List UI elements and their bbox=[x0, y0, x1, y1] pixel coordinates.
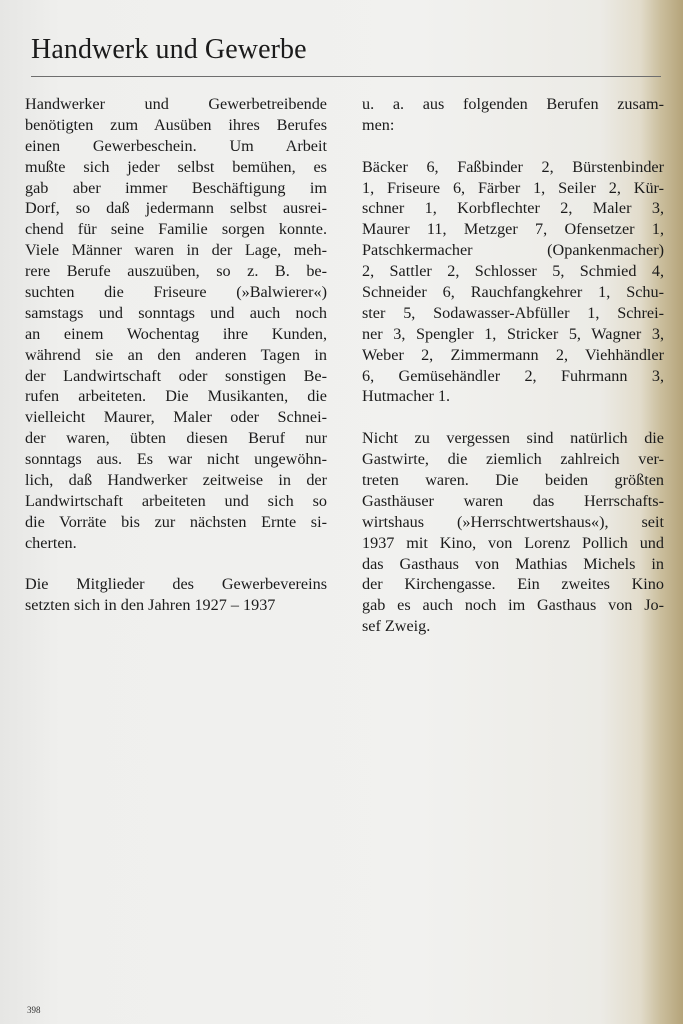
text-line: während sie an den anderen Tagen in bbox=[25, 345, 327, 364]
text-line: samstags und sonntags und auch noch bbox=[25, 303, 327, 322]
text-line: sef Zweig. bbox=[362, 617, 431, 636]
text-line: rufen arbeiteten. Die Musikanten, die bbox=[25, 387, 327, 406]
text-line: Gastwirte, die ziemlich zahlreich ver- bbox=[362, 450, 664, 469]
paragraph bbox=[25, 574, 327, 616]
text-line: Die Mitglieder des Gewerbevereins bbox=[25, 575, 327, 594]
title-rule bbox=[31, 76, 661, 77]
page-number: 398 bbox=[27, 1005, 41, 1015]
text-line: Patschkermacher (Opankenmacher) bbox=[362, 241, 664, 260]
text-line: an einem Wochentag ihre Kunden, bbox=[25, 324, 327, 343]
text-line: u. a. aus folgenden Berufen zusam- bbox=[362, 95, 664, 113]
text-line: Handwerker und Gewerbetreibende bbox=[25, 95, 327, 113]
text-line: mußte sich jeder selbst bemühen, es bbox=[25, 157, 327, 176]
text-line: einen Gewerbeschein. Um Arbeit bbox=[25, 136, 327, 155]
page-title: Handwerk und Gewerbe bbox=[31, 34, 307, 65]
text-line: der waren, übten diesen Beruf nur bbox=[25, 429, 327, 448]
text-line: Maurer 11, Metzger 7, Ofensetzer 1, bbox=[362, 220, 664, 239]
text-line: ner 3, Spengler 1, Stricker 5, Wagner 3, bbox=[362, 324, 664, 343]
text-line: die Vorräte bis zur nächsten Ernte si- bbox=[25, 512, 327, 531]
text-line: 2, Sattler 2, Schlosser 5, Schmied 4, bbox=[362, 262, 664, 281]
left-column bbox=[25, 94, 327, 637]
text-line: chend für seine Familie sorgen konnte. bbox=[25, 220, 327, 239]
text-line: suchten die Friseure (»Balwierer«) bbox=[25, 283, 327, 302]
text-line: lich, daß Handwerker zeitweise in der bbox=[25, 471, 327, 490]
text-line: Viele Männer waren in der Lage, meh- bbox=[25, 241, 327, 260]
paragraph bbox=[25, 94, 327, 554]
text-line: das Gasthaus von Mathias Michels in bbox=[362, 554, 664, 573]
text-line: Gasthäuser waren das Herrschafts- bbox=[362, 491, 664, 510]
text-line: ster 5, Sodawasser-Abfüller 1, Schrei- bbox=[362, 303, 664, 322]
paragraph bbox=[362, 157, 664, 408]
text-line: gab aber immer Beschäftigung im bbox=[25, 178, 327, 197]
text-line: gab es auch noch im Gasthaus von Jo- bbox=[362, 596, 664, 615]
paragraph bbox=[362, 94, 664, 136]
text-line: Weber 2, Zimmermann 2, Viehhändler bbox=[362, 345, 664, 364]
text-line: 1, Friseure 6, Färber 1, Seiler 2, Kür- bbox=[362, 178, 664, 197]
text-line: Hutmacher 1. bbox=[362, 387, 451, 406]
text-line: Bäcker 6, Faßbinder 2, Bürstenbinder bbox=[362, 157, 664, 176]
text-line: Dorf, so daß jedermann selbst ausrei- bbox=[25, 199, 327, 218]
text-line: benötigten zum Ausüben ihres Berufes bbox=[25, 115, 327, 134]
right-column bbox=[362, 94, 664, 658]
text-line: der Kirchengasse. Ein zweites Kino bbox=[362, 575, 664, 594]
text-line: cherten. bbox=[25, 533, 77, 552]
text-line: Nicht zu vergessen sind natürlich die bbox=[362, 429, 664, 448]
text-line: der Landwirtschaft oder sonstigen Be- bbox=[25, 366, 327, 385]
text-line: schner 1, Korbflechter 2, Maler 3, bbox=[362, 199, 664, 218]
text-line: wirtshaus (»Herrschtwertshaus«), seit bbox=[362, 512, 664, 531]
text-line: 1937 mit Kino, von Lorenz Pollich und bbox=[362, 533, 664, 552]
text-line: vielleicht Maurer, Maler oder Schnei- bbox=[25, 408, 327, 427]
text-line: sonntags aus. Es war nicht ungewöhn- bbox=[25, 450, 327, 469]
paragraph bbox=[362, 428, 664, 637]
text-line: treten waren. Die beiden größten bbox=[362, 471, 664, 490]
text-line: rere Berufe auszuüben, so z. B. be- bbox=[25, 262, 327, 281]
text-line: Landwirtschaft arbeiteten und sich so bbox=[25, 491, 327, 510]
text-line: setzten sich in den Jahren 1927 – 1937 bbox=[25, 596, 276, 615]
text-line: Schneider 6, Rauchfangkehrer 1, Schu- bbox=[362, 283, 664, 302]
text-line: 6, Gemüsehändler 2, Fuhrmann 3, bbox=[362, 366, 664, 385]
text-line: men: bbox=[362, 115, 395, 134]
